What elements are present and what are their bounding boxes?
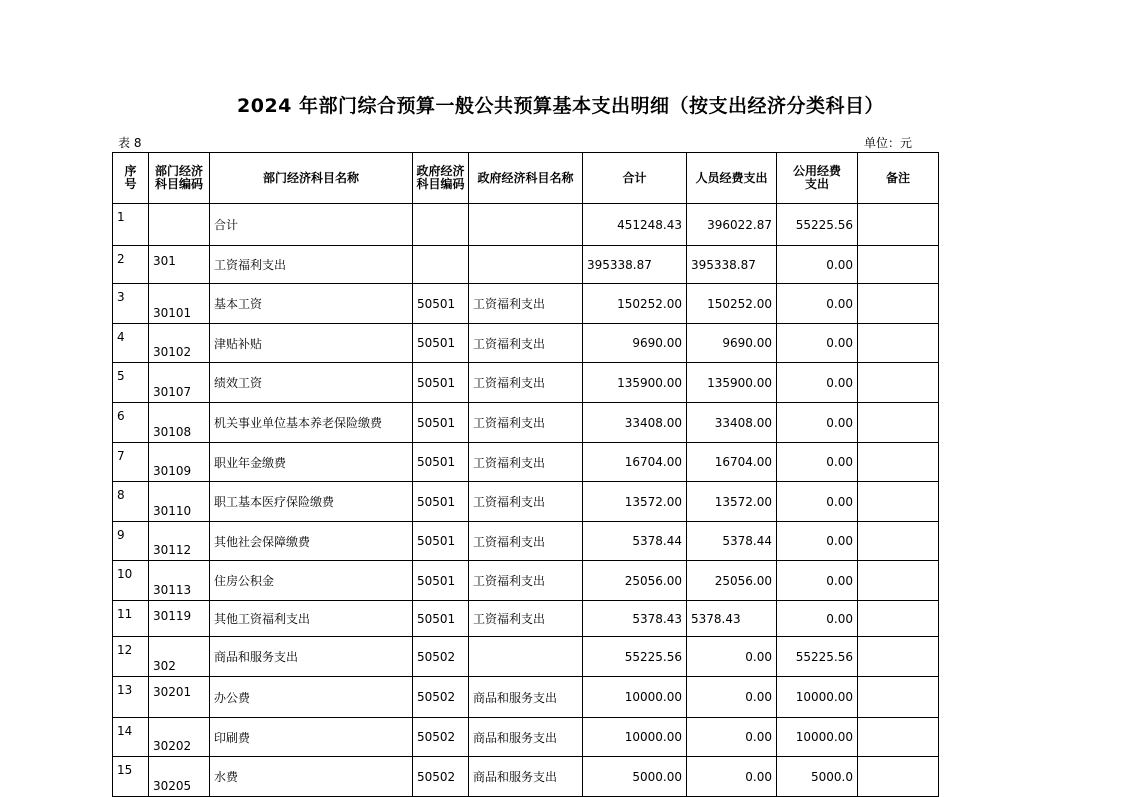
row-gov-code: 50501 [413, 403, 469, 443]
row-gov-name: 商品和服务支出 [469, 757, 583, 797]
header-dept-name: 部门经济科目名称 [210, 153, 413, 204]
row-gov-code: 50501 [413, 284, 469, 324]
row-public: 0.00 [777, 561, 858, 601]
table-row [113, 324, 939, 363]
row-dept-name: 水费 [210, 757, 413, 797]
row-remark [858, 246, 939, 284]
row-dept-code [149, 204, 210, 246]
row-gov-name [469, 204, 583, 246]
header-public: 公用经费支出 [777, 153, 858, 204]
row-dept-name: 办公费 [210, 677, 413, 718]
row-remark [858, 757, 939, 797]
budget-table [112, 152, 939, 797]
row-personnel: 25056.00 [687, 561, 777, 601]
table-row [113, 482, 939, 522]
row-remark [858, 522, 939, 561]
row-gov-code: 50501 [413, 522, 469, 561]
row-dept-code: 301 [149, 246, 210, 284]
row-dept-code: 30109 [149, 443, 210, 482]
row-dept-code: 30201 [149, 677, 210, 718]
row-dept-code: 30205 [149, 757, 210, 797]
row-total: 33408.00 [583, 403, 687, 443]
row-gov-name [469, 637, 583, 677]
row-index: 3 [113, 284, 149, 324]
row-total: 5378.43 [583, 601, 687, 637]
unit-label: 单位：元 [864, 136, 913, 150]
row-public: 0.00 [777, 522, 858, 561]
row-personnel: 9690.00 [687, 324, 777, 363]
header-total: 合计 [583, 153, 687, 204]
table-row [113, 522, 939, 561]
table-row [113, 403, 939, 443]
table-row [113, 204, 939, 246]
row-remark [858, 443, 939, 482]
row-gov-code: 50502 [413, 718, 469, 757]
row-gov-code: 50502 [413, 677, 469, 718]
row-public: 0.00 [777, 246, 858, 284]
row-gov-code [413, 246, 469, 284]
row-gov-name [469, 246, 583, 284]
row-dept-name: 工资福利支出 [210, 246, 413, 284]
table-row [113, 757, 939, 797]
row-public: 0.00 [777, 284, 858, 324]
row-index: 2 [113, 246, 149, 284]
row-remark [858, 637, 939, 677]
row-total: 135900.00 [583, 363, 687, 403]
row-gov-code: 50501 [413, 443, 469, 482]
row-gov-name: 工资福利支出 [469, 601, 583, 637]
row-personnel: 5378.43 [687, 601, 777, 637]
row-gov-code [413, 204, 469, 246]
row-remark [858, 677, 939, 718]
row-total: 9690.00 [583, 324, 687, 363]
row-public: 0.00 [777, 363, 858, 403]
row-dept-code: 30110 [149, 482, 210, 522]
row-total: 16704.00 [583, 443, 687, 482]
row-index: 4 [113, 324, 149, 363]
row-personnel: 150252.00 [687, 284, 777, 324]
page-title: 2024 年部门综合预算一般公共预算基本支出明细（按支出经济分类科目） [237, 95, 884, 117]
table-row [113, 363, 939, 403]
row-public: 5000.0 [777, 757, 858, 797]
row-public: 0.00 [777, 324, 858, 363]
row-personnel: 0.00 [687, 757, 777, 797]
row-public: 10000.00 [777, 677, 858, 718]
row-index: 12 [113, 637, 149, 677]
row-gov-name: 工资福利支出 [469, 482, 583, 522]
row-remark [858, 561, 939, 601]
table-number: 表 8 [118, 136, 142, 150]
row-total: 395338.87 [583, 246, 687, 284]
header-remark: 备注 [858, 153, 939, 204]
table-row [113, 443, 939, 482]
row-public: 0.00 [777, 482, 858, 522]
row-dept-name: 商品和服务支出 [210, 637, 413, 677]
row-personnel: 395338.87 [687, 246, 777, 284]
row-dept-code: 30108 [149, 403, 210, 443]
table-row [113, 561, 939, 601]
row-total: 5000.00 [583, 757, 687, 797]
row-gov-code: 50501 [413, 561, 469, 601]
row-total: 5378.44 [583, 522, 687, 561]
header-index: 序号 [113, 153, 149, 204]
row-index: 9 [113, 522, 149, 561]
header-gov-code: 政府经济科目编码 [413, 153, 469, 204]
table-row [113, 284, 939, 324]
row-total: 150252.00 [583, 284, 687, 324]
row-total: 13572.00 [583, 482, 687, 522]
table-row [113, 677, 939, 718]
row-dept-name: 印刷费 [210, 718, 413, 757]
row-personnel: 0.00 [687, 677, 777, 718]
row-total: 10000.00 [583, 718, 687, 757]
row-personnel: 0.00 [687, 637, 777, 677]
row-dept-name: 津贴补贴 [210, 324, 413, 363]
row-gov-name: 商品和服务支出 [469, 677, 583, 718]
row-public: 55225.56 [777, 204, 858, 246]
row-dept-code: 30202 [149, 718, 210, 757]
row-personnel: 5378.44 [687, 522, 777, 561]
row-gov-code: 50501 [413, 601, 469, 637]
table-row [113, 637, 939, 677]
header-gov-name: 政府经济科目名称 [469, 153, 583, 204]
row-gov-name: 工资福利支出 [469, 363, 583, 403]
row-gov-name: 工资福利支出 [469, 403, 583, 443]
row-index: 7 [113, 443, 149, 482]
row-dept-name: 合计 [210, 204, 413, 246]
row-total: 55225.56 [583, 637, 687, 677]
row-dept-name: 绩效工资 [210, 363, 413, 403]
table-row [113, 718, 939, 757]
row-public: 10000.00 [777, 718, 858, 757]
row-index: 5 [113, 363, 149, 403]
row-personnel: 13572.00 [687, 482, 777, 522]
row-public: 55225.56 [777, 637, 858, 677]
row-dept-code: 30107 [149, 363, 210, 403]
row-dept-code: 30101 [149, 284, 210, 324]
row-dept-code: 30102 [149, 324, 210, 363]
table-row [113, 246, 939, 284]
row-public: 0.00 [777, 443, 858, 482]
row-total: 10000.00 [583, 677, 687, 718]
row-total: 25056.00 [583, 561, 687, 601]
row-dept-name: 职业年金缴费 [210, 443, 413, 482]
header-dept-code: 部门经济科目编码 [149, 153, 210, 204]
row-personnel: 16704.00 [687, 443, 777, 482]
row-gov-code: 50502 [413, 637, 469, 677]
table-header-row [113, 153, 939, 204]
row-index: 1 [113, 204, 149, 246]
row-dept-code: 30113 [149, 561, 210, 601]
row-index: 15 [113, 757, 149, 797]
row-index: 10 [113, 561, 149, 601]
row-index: 14 [113, 718, 149, 757]
row-dept-name: 其他社会保障缴费 [210, 522, 413, 561]
row-personnel: 0.00 [687, 718, 777, 757]
row-gov-name: 工资福利支出 [469, 284, 583, 324]
row-dept-name: 基本工资 [210, 284, 413, 324]
row-gov-name: 商品和服务支出 [469, 718, 583, 757]
row-remark [858, 718, 939, 757]
row-remark [858, 403, 939, 443]
row-dept-code: 302 [149, 637, 210, 677]
row-remark [858, 284, 939, 324]
row-gov-code: 50501 [413, 482, 469, 522]
row-gov-code: 50501 [413, 363, 469, 403]
row-remark [858, 363, 939, 403]
row-gov-name: 工资福利支出 [469, 443, 583, 482]
row-personnel: 396022.87 [687, 204, 777, 246]
row-gov-code: 50501 [413, 324, 469, 363]
row-dept-name: 其他工资福利支出 [210, 601, 413, 637]
row-remark [858, 482, 939, 522]
table-row [113, 601, 939, 637]
row-dept-code: 30112 [149, 522, 210, 561]
row-index: 11 [113, 601, 149, 637]
row-dept-code: 30119 [149, 601, 210, 637]
row-dept-name: 机关事业单位基本养老保险缴费 [210, 403, 413, 443]
row-gov-name: 工资福利支出 [469, 324, 583, 363]
row-remark [858, 204, 939, 246]
row-personnel: 135900.00 [687, 363, 777, 403]
row-index: 6 [113, 403, 149, 443]
row-dept-name: 职工基本医疗保险缴费 [210, 482, 413, 522]
row-public: 0.00 [777, 403, 858, 443]
row-gov-code: 50502 [413, 757, 469, 797]
row-remark [858, 601, 939, 637]
row-total: 451248.43 [583, 204, 687, 246]
header-personnel: 人员经费支出 [687, 153, 777, 204]
row-dept-name: 住房公积金 [210, 561, 413, 601]
row-public: 0.00 [777, 601, 858, 637]
row-gov-name: 工资福利支出 [469, 522, 583, 561]
row-index: 8 [113, 482, 149, 522]
row-personnel: 33408.00 [687, 403, 777, 443]
row-index: 13 [113, 677, 149, 718]
row-gov-name: 工资福利支出 [469, 561, 583, 601]
row-remark [858, 324, 939, 363]
